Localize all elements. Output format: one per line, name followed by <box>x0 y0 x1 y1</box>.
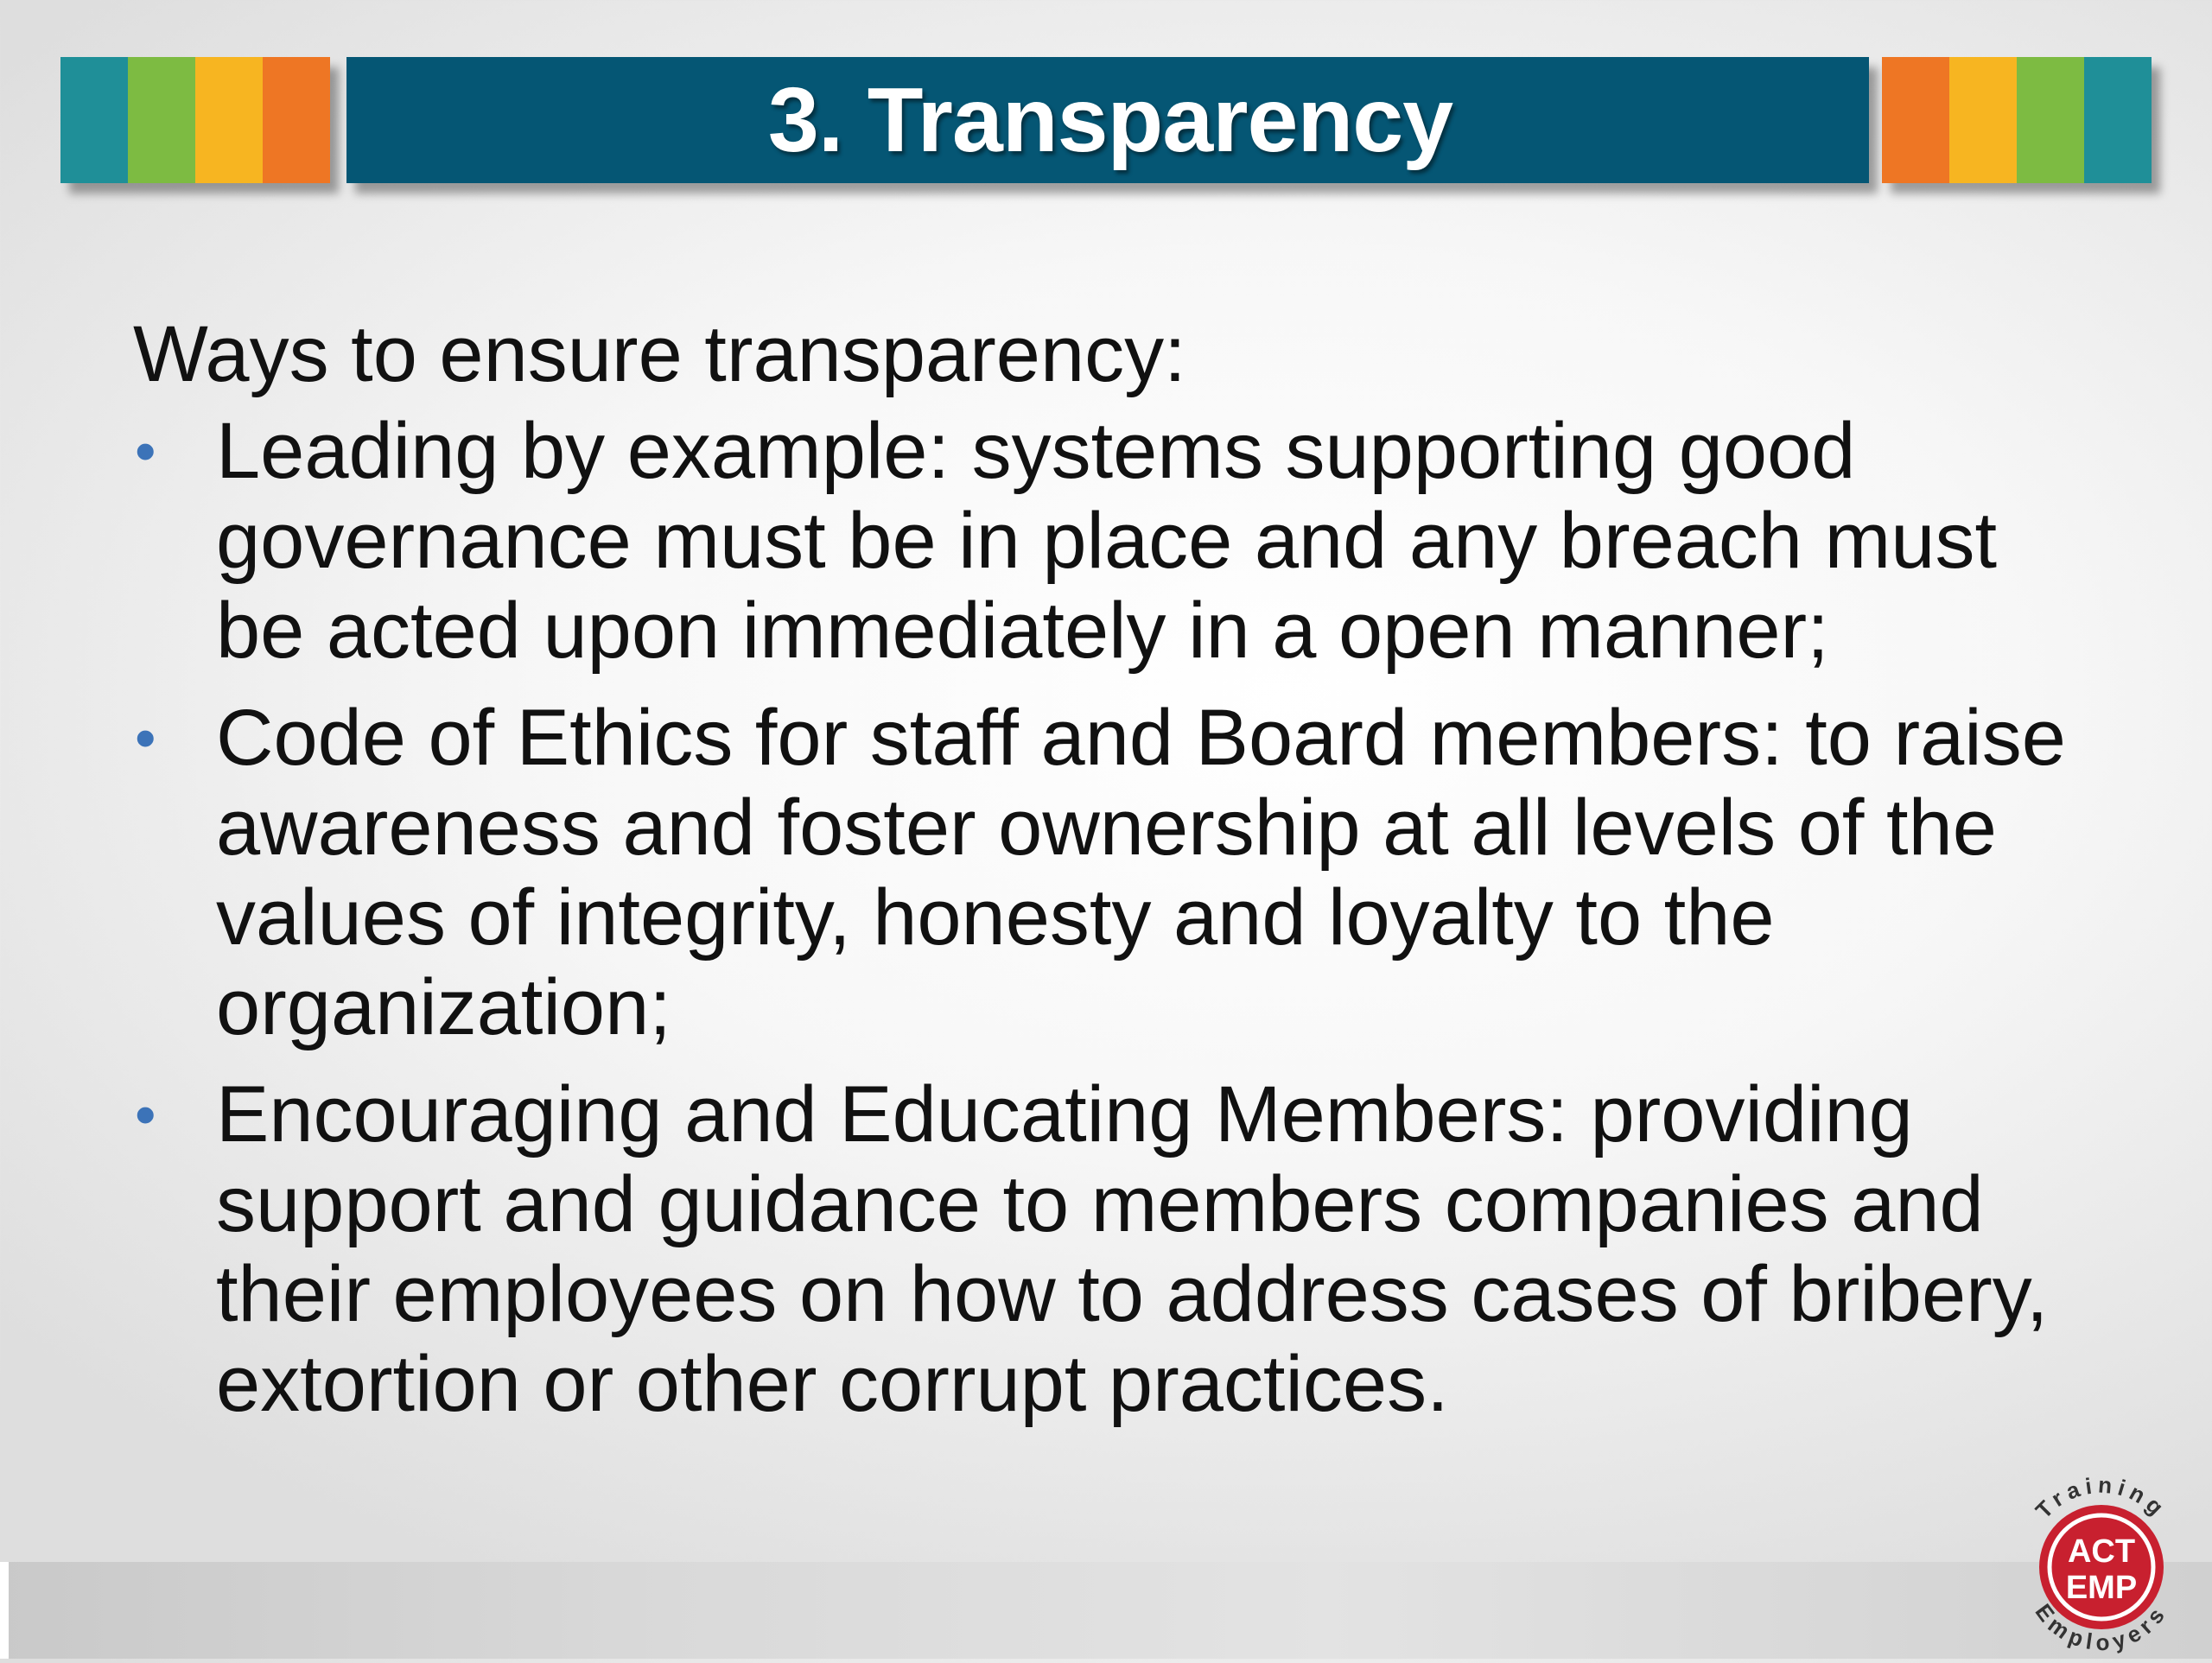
actemp-training-logo <box>2006 1462 2196 1659</box>
slide-content <box>133 309 2120 1446</box>
bullet-icon: • <box>135 704 156 771</box>
logo-line2: EMP <box>2065 1570 2138 1606</box>
bullet-icon: • <box>135 1081 156 1148</box>
slide-title: 3. Transparency <box>767 68 1453 171</box>
stripe-yellow <box>195 57 263 183</box>
right-color-stripes <box>1882 57 2152 183</box>
stripe-green <box>2017 57 2084 183</box>
stripe-green <box>128 57 195 183</box>
bullet-icon: • <box>135 417 156 485</box>
stripe-orange <box>263 57 330 183</box>
bottom-strip <box>0 1562 2212 1659</box>
bullet-text: Encouraging and Educating Members: providing support and guidance to members companies and their employees on how to address cases of bribery, extortion or other corrupt practices. <box>216 1070 2049 1428</box>
stripe-orange <box>1882 57 1949 183</box>
intro-text: Ways to ensure transparency: <box>133 310 1186 398</box>
left-color-stripes <box>60 57 330 183</box>
title-bar <box>346 57 1869 183</box>
stripe-yellow <box>1949 57 2017 183</box>
bullet-item <box>133 1070 2074 1429</box>
bullet-list <box>133 406 2120 1429</box>
logo-top-arc-text: Training <box>2030 1471 2173 1524</box>
stripe-teal <box>60 57 128 183</box>
logo-bottom-arc-text: Employers <box>2030 1598 2173 1656</box>
logo-icon <box>2006 1462 2196 1659</box>
bottom-strip-edge <box>0 1562 9 1659</box>
bullet-item <box>133 693 2074 1052</box>
logo-line1: ACT <box>2067 1533 2136 1570</box>
bullet-item <box>133 406 2074 676</box>
bullet-text: Leading by example: systems supporting good governance must be in place and any breach must be acted upon immediately in a open manner; <box>216 407 1998 675</box>
bullet-text: Code of Ethics for staff and Board members: to raise awareness and foster ownership at all levels of the values of integrity, honesty and loyalty to the organization; <box>216 694 2066 1051</box>
stripe-teal <box>2084 57 2152 183</box>
